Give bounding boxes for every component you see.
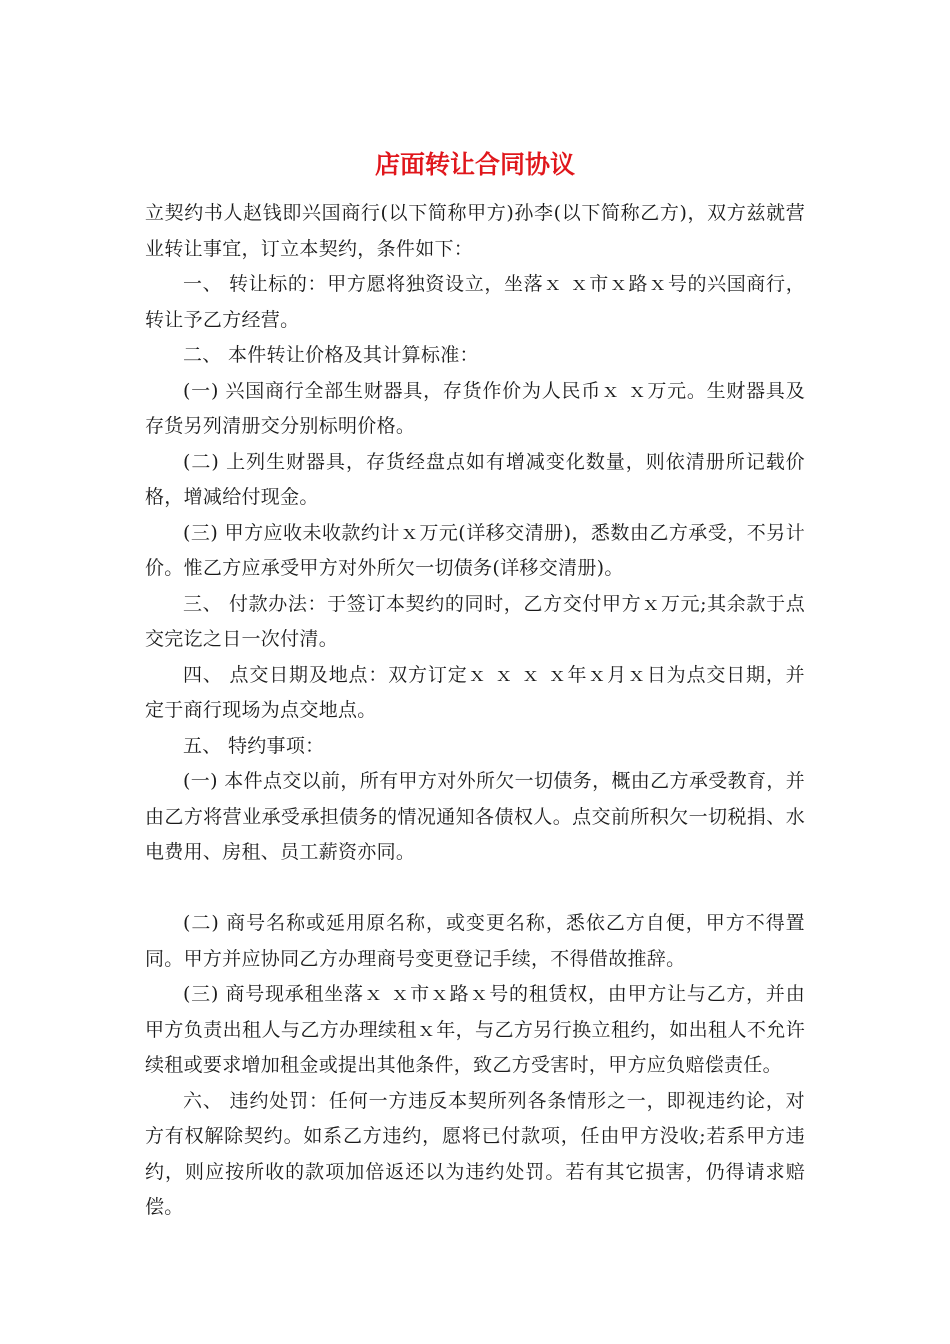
clause-5-item-2: (二) 商号名称或延用原名称，或变更名称，悉依乙方自便，甲方不得置同。甲方并应协同乙方办理商号变更登记手续，不得借故推辞。 (145, 912, 805, 970)
document-body (145, 196, 805, 1226)
preamble-paragraph: 立契约书人赵钱即兴国商行(以下简称甲方)孙李(以下简称乙方)，双方兹就营业转让事宜，订立本契约，条件如下： (145, 202, 805, 260)
clause-5-item-3: (三) 商号现承租坐落ｘ ｘ市ｘ路ｘ号的租赁权，由甲方让与乙方，并由甲方负责出租人与乙方办理续租ｘ年，与乙方另行换立租约，如出租人不允许续租或要求增加租金或提出其他条件，致乙方受害时，甲方应负赔偿责任。 (145, 983, 805, 1076)
clause-5-item-1: (一) 本件点交以前，所有甲方对外所欠一切债务，概由乙方承受教育，并由乙方将营业承受承担债务的情况通知各债权人。点交前所积欠一切税捐、水电费用、房租、员工薪资亦同。 (145, 770, 805, 863)
paragraph-gap (145, 871, 805, 907)
clause-2-item-1: (一) 兴国商行全部生财器具，存货作价为人民币ｘ ｘ万元。生财器具及存货另列清册交分别标明价格。 (145, 379, 805, 437)
clause-4-paragraph: 四、 点交日期及地点：双方订定ｘ ｘ ｘ ｘ年ｘ月ｘ日为点交日期，并定于商行现场为点交地点。 (145, 663, 805, 721)
clause-2-item-2: (二) 上列生财器具，存货经盘点如有增减变化数量，则依清册所记载价格，增减给付现金。 (145, 450, 805, 508)
clause-2-heading: 二、 本件转让价格及其计算标准： (183, 344, 479, 366)
clause-2-item-3: (三) 甲方应收未收款约计ｘ万元(详移交清册)，悉数由乙方承受，不另计价。惟乙方应承受甲方对外所欠一切债务(详移交清册)。 (145, 521, 805, 579)
clause-6-paragraph: 六、 违约处罚：任何一方违反本契所列各条情形之一，即视违约论，对方有权解除契约。如系乙方违约，愿将已付款项，任由甲方没收;若系甲方违约，则应按所收的款项加倍返还以为违约处罚。若有其它损害，仍得请求赔偿。 (145, 1089, 805, 1218)
document-title: 店面转让合同协议 (374, 150, 575, 179)
clause-5-heading: 五、 特约事项： (183, 734, 325, 757)
clause-1-paragraph: 一、 转让标的：甲方愿将独资设立，坐落ｘ ｘ市ｘ路ｘ号的兴国商行，转让予乙方经营。 (145, 273, 805, 331)
clause-3-paragraph: 三、 付款办法：于签订本契约的同时，乙方交付甲方ｘ万元;其余款于点交完讫之日一次付清。 (145, 592, 805, 650)
